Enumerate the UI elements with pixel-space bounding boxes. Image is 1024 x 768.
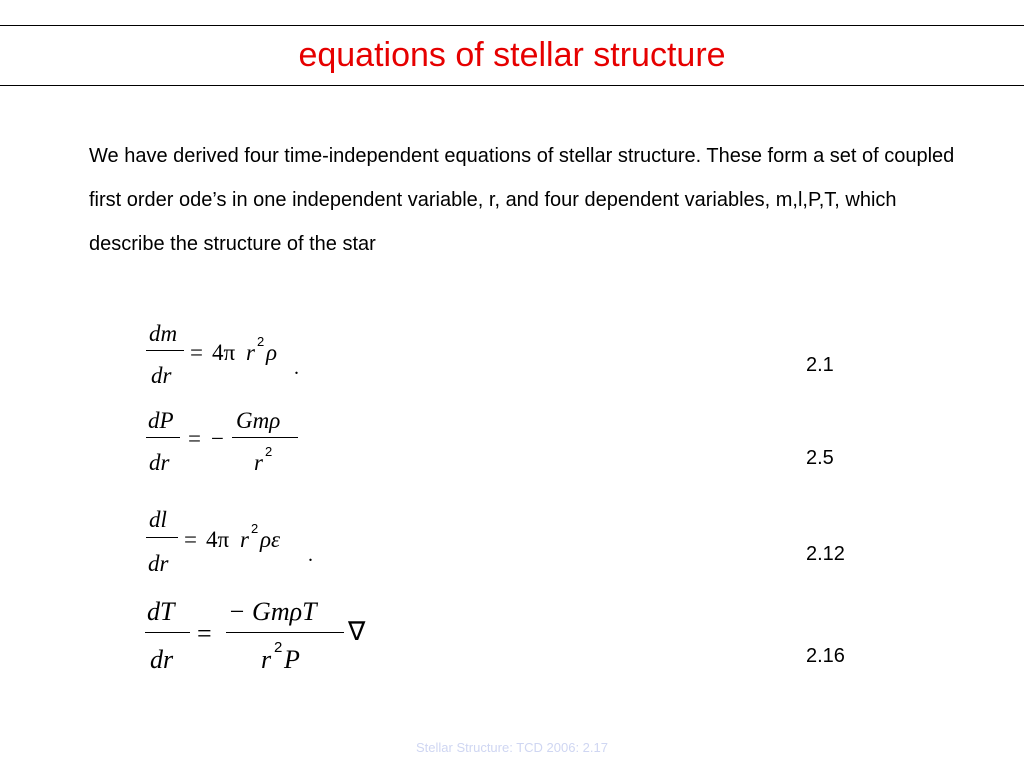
- eq2-number: 2.5: [806, 447, 834, 469]
- eq4-rhs-numerator: − GmρT: [228, 597, 317, 626]
- eq4-lhs-fraction-bar: [145, 632, 190, 633]
- eq2-rhs-numerator: Gmρ: [236, 408, 281, 433]
- header-rule-bottom: [0, 85, 1024, 86]
- eq3-lhs-fraction-bar: [146, 537, 178, 538]
- eq2-rhs-fraction-bar: [232, 437, 298, 438]
- nabla-icon: ∇: [348, 617, 366, 646]
- eq1-coefficient: 4π: [212, 340, 236, 365]
- eq2-minus: −: [211, 426, 224, 451]
- eq3-lhs-denominator: dr: [148, 551, 169, 576]
- eq3-exponent: 2: [251, 521, 259, 536]
- eq1-equals: =: [190, 340, 203, 365]
- eq2-rhs-den-variable: r: [254, 450, 263, 475]
- eq1-lhs-denominator: dr: [151, 363, 172, 388]
- eq1-density: ρ: [266, 340, 278, 365]
- eq3-density-epsilon: ρε: [260, 527, 281, 552]
- slide-title: equations of stellar structure: [298, 36, 726, 74]
- header-rule-top: [0, 25, 1024, 26]
- eq2-lhs-numerator: dP: [148, 408, 174, 433]
- eq4-rhs-fraction-bar: [226, 632, 344, 633]
- eq4-lhs-numerator: dT: [147, 597, 175, 626]
- intro-paragraph: We have derived four time-independent equations of stellar structure. These form a set of coupled first order ode’s in one independent variable, r, and four dependent variables, m,l,P,T, which describe the structure of the star: [89, 145, 955, 255]
- eq1-exponent: 2: [257, 334, 265, 349]
- eq1-lhs-fraction-bar: [146, 350, 184, 351]
- eq3-number: 2.12: [806, 543, 845, 565]
- eq4-rhs-den-variable: r: [261, 645, 272, 674]
- slide-footer: Stellar Structure: TCD 2006: 2.17: [416, 740, 608, 755]
- eq2-rhs-den-exponent: 2: [265, 444, 273, 459]
- eq4-rhs-den-pressure: P: [284, 645, 300, 674]
- eq3-equals: =: [184, 527, 197, 552]
- eq2-lhs-fraction-bar: [146, 437, 180, 438]
- eq3-lhs-numerator: dl: [149, 507, 167, 532]
- eq1-lhs-numerator: dm: [149, 321, 178, 346]
- eq3-variable: r: [240, 527, 249, 552]
- eq1-variable: r: [246, 340, 255, 365]
- eq3-trailing-dot: .: [308, 544, 313, 566]
- eq4-equals: =: [197, 619, 212, 648]
- eq2-equals: =: [188, 426, 201, 451]
- eq2-lhs-denominator: dr: [149, 450, 170, 475]
- eq4-lhs-denominator: dr: [150, 645, 174, 674]
- eq1-trailing-dot: .: [294, 357, 299, 379]
- eq4-rhs-den-exponent: 2: [274, 639, 283, 656]
- eq1-number: 2.1: [806, 354, 834, 376]
- eq3-coefficient: 4π: [206, 527, 230, 552]
- eq4-number: 2.16: [806, 645, 845, 667]
